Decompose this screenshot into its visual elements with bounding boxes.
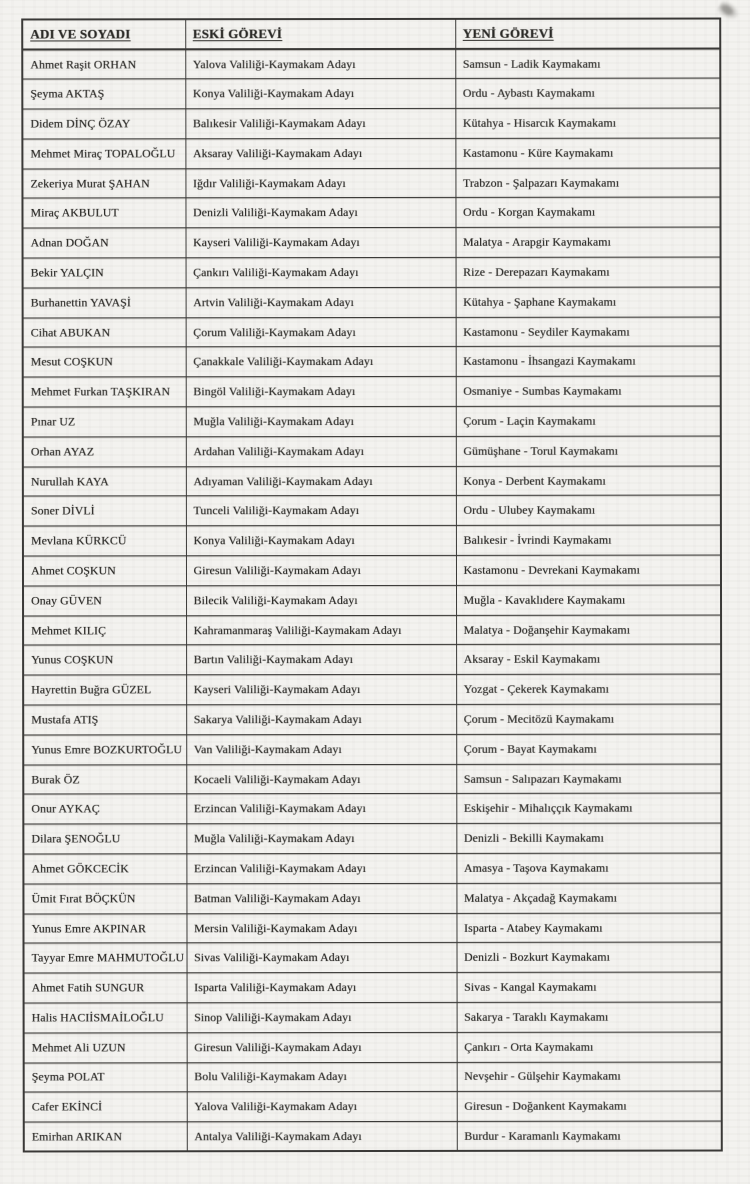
table-row bbox=[23, 376, 721, 407]
name-cell: Burhanettin YAVAŞİ bbox=[23, 288, 186, 318]
name-cell: Ahmet COŞKUN bbox=[23, 556, 186, 586]
old-position-cell: Antalya Valiliği-Kaymakam Adayı bbox=[187, 1122, 457, 1152]
old-position-cell: Giresun Valiliği-Kaymakam Adayı bbox=[187, 1032, 457, 1062]
appointments-table bbox=[21, 18, 723, 1153]
table-row bbox=[23, 764, 721, 795]
new-position-cell: Nevşehir - Gülşehir Kaymakamı bbox=[457, 1062, 722, 1092]
table-row bbox=[24, 1121, 722, 1152]
old-position-cell: Isparta Valiliği-Kaymakam Adayı bbox=[187, 973, 457, 1003]
table-row bbox=[23, 406, 721, 437]
table-row bbox=[23, 615, 721, 646]
new-position-cell: Kastamonu - İhsangazi Kaymakamı bbox=[456, 346, 721, 376]
new-position-cell: Gümüşhane - Torul Kaymakamı bbox=[456, 436, 721, 466]
table-row bbox=[24, 1002, 722, 1033]
old-position-cell: Erzincan Valiliği-Kaymakam Adayı bbox=[186, 853, 456, 883]
header-row bbox=[22, 19, 720, 50]
name-cell: Mehmet Ali UZUN bbox=[24, 1033, 187, 1063]
table-row bbox=[23, 913, 721, 944]
name-cell: Miraç AKBULUT bbox=[22, 198, 185, 228]
name-cell: Dilara ŞENOĞLU bbox=[23, 824, 186, 854]
table-header bbox=[22, 19, 720, 50]
new-position-cell: Çorum - Bayat Kaymakamı bbox=[456, 734, 721, 764]
old-position-cell: Çanakkale Valiliği-Kaymakam Adayı bbox=[186, 347, 456, 377]
new-position-cell: Yozgat - Çekerek Kaymakamı bbox=[456, 674, 721, 704]
old-position-cell: Ardahan Valiliği-Kaymakam Adayı bbox=[186, 436, 456, 466]
new-position-cell: Ordu - Ulubey Kaymakamı bbox=[456, 495, 721, 525]
name-cell: Mehmet Miraç TOPALOĞLU bbox=[22, 139, 185, 169]
table-row bbox=[23, 585, 721, 616]
old-position-cell: Çankırı Valiliği-Kaymakam Adayı bbox=[186, 257, 456, 287]
new-position-cell: Isparta - Atabey Kaymakamı bbox=[456, 913, 721, 943]
table-row bbox=[22, 78, 720, 109]
old-position-cell: Kahramanmaraş Valiliği-Kaymakam Adayı bbox=[186, 615, 456, 645]
table-row bbox=[23, 555, 721, 586]
name-cell: Mehmet Furkan TAŞKIRAN bbox=[23, 377, 186, 407]
old-position-cell: Konya Valiliği-Kaymakam Adayı bbox=[186, 526, 456, 556]
name-cell: Adnan DOĞAN bbox=[23, 228, 186, 258]
old-position-cell: Giresun Valiliği-Kaymakam Adayı bbox=[186, 555, 456, 585]
new-position-cell: Ordu - Aybastı Kaymakamı bbox=[455, 78, 720, 108]
old-position-cell: Sakarya Valiliği-Kaymakam Adayı bbox=[186, 704, 456, 734]
table-row bbox=[22, 49, 720, 80]
name-cell: Halis HACIİSMAİLOĞLU bbox=[24, 1003, 187, 1033]
old-position-cell: Sivas Valiliği-Kaymakam Adayı bbox=[186, 943, 456, 973]
name-cell: Cihat ABUKAN bbox=[23, 317, 186, 347]
table-row bbox=[23, 883, 721, 914]
old-position-cell: Bingöl Valiliği-Kaymakam Adayı bbox=[186, 377, 456, 407]
header-old-position-column: ESKİ GÖREVİ bbox=[185, 19, 455, 49]
old-position-cell: Kayseri Valiliği-Kaymakam Adayı bbox=[186, 228, 456, 258]
name-cell: Ahmet GÖKCECİK bbox=[23, 854, 186, 884]
old-position-cell: Bolu Valiliği-Kaymakam Adayı bbox=[187, 1062, 457, 1092]
name-cell: Yunus COŞKUN bbox=[23, 645, 186, 675]
new-position-cell: Kastamonu - Seydiler Kaymakamı bbox=[456, 317, 721, 347]
old-position-cell: Konya Valiliği-Kaymakam Adayı bbox=[185, 79, 455, 109]
old-position-cell: Kocaeli Valiliği-Kaymakam Adayı bbox=[186, 764, 456, 794]
new-position-cell: Çorum - Laçin Kaymakamı bbox=[456, 406, 721, 436]
name-cell: Soner DİVLİ bbox=[23, 496, 186, 526]
new-position-cell: Kastamonu - Küre Kaymakamı bbox=[455, 138, 720, 168]
new-position-cell: Kütahya - Şaphane Kaymakamı bbox=[456, 287, 721, 317]
table-row bbox=[23, 287, 721, 318]
header-new-position-column: YENİ GÖREVİ bbox=[455, 19, 720, 49]
old-position-cell: Adıyaman Valiliği-Kaymakam Adayı bbox=[186, 466, 456, 496]
table-row bbox=[23, 257, 721, 288]
new-position-cell: Denizli - Bozkurt Kaymakamı bbox=[456, 942, 721, 972]
name-cell: Yunus Emre BOZKURTOĞLU bbox=[23, 735, 186, 765]
name-cell: Bekir YALÇIN bbox=[23, 258, 186, 288]
old-position-cell: Sinop Valiliği-Kaymakam Adayı bbox=[187, 1002, 457, 1032]
new-position-cell: Denizli - Bekilli Kaymakamı bbox=[456, 823, 721, 853]
new-position-cell: Malatya - Akçadağ Kaymakamı bbox=[456, 883, 721, 913]
table-row bbox=[23, 495, 721, 526]
name-cell: Orhan AYAZ bbox=[23, 437, 186, 467]
table-row bbox=[23, 346, 721, 377]
name-cell: Ahmet Fatih SUNGUR bbox=[24, 973, 187, 1003]
old-position-cell: Kayseri Valiliği-Kaymakam Adayı bbox=[186, 675, 456, 705]
new-position-cell: Amasya - Taşova Kaymakamı bbox=[456, 853, 721, 883]
name-cell: Zekeriya Murat ŞAHAN bbox=[22, 168, 185, 198]
name-cell: Onay GÜVEN bbox=[23, 586, 186, 616]
new-position-cell: Eskişehir - Mihalıççık Kaymakamı bbox=[456, 793, 721, 823]
name-cell: Şeyma POLAT bbox=[24, 1062, 187, 1092]
name-cell: Yunus Emre AKPINAR bbox=[23, 913, 186, 943]
name-cell: Ahmet Raşit ORHAN bbox=[22, 49, 185, 79]
new-position-cell: Konya - Derbent Kaymakamı bbox=[456, 466, 721, 496]
new-position-cell: Balıkesir - İvrindi Kaymakamı bbox=[456, 525, 721, 555]
name-cell: Tayyar Emre MAHMUTOĞLU bbox=[23, 943, 186, 973]
table-row bbox=[23, 823, 721, 854]
name-cell: Onur AYKAÇ bbox=[23, 794, 186, 824]
old-position-cell: Muğla Valiliği-Kaymakam Adayı bbox=[186, 406, 456, 436]
new-position-cell: Samsun - Ladik Kaymakamı bbox=[455, 49, 720, 79]
old-position-cell: Yalova Valiliği-Kaymakam Adayı bbox=[187, 1092, 457, 1122]
old-position-cell: Denizli Valiliği-Kaymakam Adayı bbox=[185, 198, 455, 228]
table-row bbox=[24, 972, 722, 1003]
new-position-cell: Malatya - Doğanşehir Kaymakamı bbox=[456, 615, 721, 645]
new-position-cell: Aksaray - Eskil Kaymakamı bbox=[456, 644, 721, 674]
old-position-cell: Bartın Valiliği-Kaymakam Adayı bbox=[186, 645, 456, 675]
new-position-cell: Samsun - Salıpazarı Kaymakamı bbox=[456, 764, 721, 794]
table-row bbox=[23, 317, 721, 348]
new-position-cell: Osmaniye - Sumbas Kaymakamı bbox=[456, 376, 721, 406]
table-row bbox=[24, 1091, 722, 1122]
new-position-cell: Muğla - Kavaklıdere Kaymakamı bbox=[456, 585, 721, 615]
name-cell: Mustafa ATIŞ bbox=[23, 705, 186, 735]
new-position-cell: Giresun - Doğankent Kaymakamı bbox=[457, 1091, 722, 1121]
old-position-cell: Aksaray Valiliği-Kaymakam Adayı bbox=[185, 138, 455, 168]
new-position-cell: Çankırı - Orta Kaymakamı bbox=[457, 1032, 722, 1062]
name-cell: Nurullah KAYA bbox=[23, 466, 186, 496]
new-position-cell: Malatya - Arapgir Kaymakamı bbox=[456, 227, 721, 257]
old-position-cell: Mersin Valiliği-Kaymakam Adayı bbox=[186, 913, 456, 943]
header-name-column: ADI VE SOYADI bbox=[22, 19, 185, 49]
name-cell: Cafer EKİNCİ bbox=[24, 1092, 187, 1122]
name-cell: Mevlana KÜRKCÜ bbox=[23, 526, 186, 556]
table-row bbox=[22, 168, 720, 199]
table-row bbox=[23, 227, 721, 258]
table-row bbox=[24, 1062, 722, 1093]
new-position-cell: Burdur - Karamanlı Kaymakamı bbox=[457, 1121, 722, 1151]
table-row bbox=[23, 793, 721, 824]
new-position-cell: Kastamonu - Devrekani Kaymakamı bbox=[456, 555, 721, 585]
old-position-cell: Erzincan Valiliği-Kaymakam Adayı bbox=[186, 794, 456, 824]
name-cell: Hayrettin Buğra GÜZEL bbox=[23, 675, 186, 705]
table-row bbox=[23, 942, 721, 973]
old-position-cell: Bilecik Valiliği-Kaymakam Adayı bbox=[186, 585, 456, 615]
new-position-cell: Kütahya - Hisarcık Kaymakamı bbox=[455, 108, 720, 138]
new-position-cell: Ordu - Korgan Kaymakamı bbox=[455, 197, 720, 227]
old-position-cell: Tunceli Valiliği-Kaymakam Adayı bbox=[186, 496, 456, 526]
name-cell: Pınar UZ bbox=[23, 407, 186, 437]
old-position-cell: Muğla Valiliği-Kaymakam Adayı bbox=[186, 824, 456, 854]
old-position-cell: Yalova Valiliği-Kaymakam Adayı bbox=[185, 49, 455, 79]
name-cell: Şeyma AKTAŞ bbox=[22, 79, 185, 109]
table-row bbox=[23, 466, 721, 497]
name-cell: Mesut COŞKUN bbox=[23, 347, 186, 377]
table-row bbox=[22, 197, 720, 228]
table-row bbox=[23, 674, 721, 705]
table-row bbox=[23, 436, 721, 467]
name-cell: Didem DİNÇ ÖZAY bbox=[22, 109, 185, 139]
new-position-cell: Çorum - Mecitözü Kaymakamı bbox=[456, 704, 721, 734]
old-position-cell: Çorum Valiliği-Kaymakam Adayı bbox=[186, 317, 456, 347]
name-cell: Ümit Fırat BÖÇKÜN bbox=[23, 884, 186, 914]
table-body bbox=[22, 49, 722, 1152]
old-position-cell: Batman Valiliği-Kaymakam Adayı bbox=[186, 883, 456, 913]
old-position-cell: Iğdır Valiliği-Kaymakam Adayı bbox=[185, 168, 455, 198]
name-cell: Mehmet KILIÇ bbox=[23, 615, 186, 645]
table-row bbox=[23, 704, 721, 735]
old-position-cell: Artvin Valiliği-Kaymakam Adayı bbox=[186, 287, 456, 317]
new-position-cell: Trabzon - Şalpazarı Kaymakamı bbox=[455, 168, 720, 198]
new-position-cell: Sakarya - Taraklı Kaymakamı bbox=[457, 1002, 722, 1032]
table-row bbox=[22, 138, 720, 169]
name-cell: Burak ÖZ bbox=[23, 764, 186, 794]
table-row bbox=[22, 108, 720, 139]
table-row bbox=[23, 853, 721, 884]
table-row bbox=[24, 1032, 722, 1063]
table-row bbox=[23, 644, 721, 675]
old-position-cell: Balıkesir Valiliği-Kaymakam Adayı bbox=[185, 108, 455, 138]
name-cell: Emirhan ARIKAN bbox=[24, 1122, 187, 1152]
new-position-cell: Sivas - Kangal Kaymakamı bbox=[457, 972, 722, 1002]
new-position-cell: Rize - Derepazarı Kaymakamı bbox=[456, 257, 721, 287]
table-row bbox=[23, 734, 721, 765]
old-position-cell: Van Valiliği-Kaymakam Adayı bbox=[186, 734, 456, 764]
table-row bbox=[23, 525, 721, 556]
